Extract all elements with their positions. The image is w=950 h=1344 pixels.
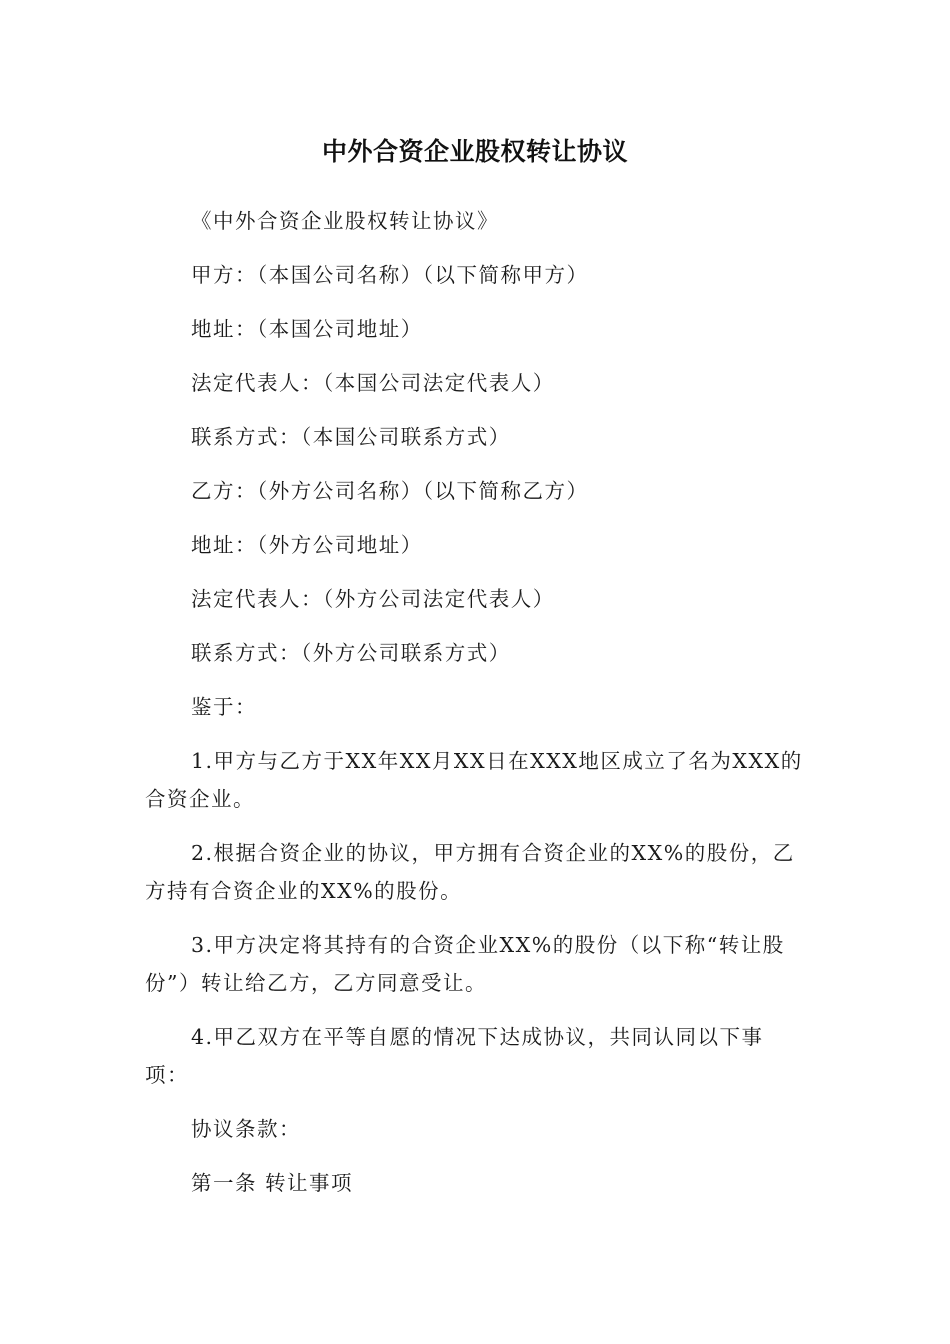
paragraph-recital-2: 2.根据合资企业的协议，甲方拥有合资企业的XX%的股份，乙方持有合资企业的XX%的股份。: [145, 841, 795, 903]
paragraph-party-a-contact: 联系方式：（本国公司联系方式）: [191, 425, 511, 449]
paragraph-recital-4: 4.甲乙双方在平等自愿的情况下达成协议，共同认同以下事项：: [145, 1025, 764, 1087]
paragraph-terms-heading: 协议条款：: [191, 1117, 301, 1141]
paragraph-doc-name: 《中外合资企业股权转让协议》: [191, 209, 499, 233]
paragraph-recital-1: 1.甲方与乙方于XX年XX月XX日在XXX地区成立了名为XXX的合资企业。: [145, 749, 803, 811]
paragraph-party-a-address: 地址：（本国公司地址）: [191, 317, 423, 341]
document-body: [145, 202, 805, 1218]
paragraph-party-a-representative: 法定代表人：（本国公司法定代表人）: [191, 371, 555, 395]
paragraph-party-b: 乙方：（外方公司名称）（以下简称乙方）: [191, 479, 589, 503]
paragraph-whereas: 鉴于：: [191, 695, 257, 719]
document-title: 中外合资企业股权转让协议: [321, 137, 628, 166]
paragraph-article-1: 第一条 转让事项: [191, 1171, 354, 1195]
paragraph-party-a: 甲方：（本国公司名称）（以下简称甲方）: [191, 263, 589, 287]
paragraph-recital-3: 3.甲方决定将其持有的合资企业XX%的股份（以下称“转让股份”）转让给乙方，乙方同意受让。: [145, 933, 785, 995]
paragraph-party-b-representative: 法定代表人：（外方公司法定代表人）: [191, 587, 555, 611]
paragraph-party-b-address: 地址：（外方公司地址）: [191, 533, 423, 557]
paragraph-party-b-contact: 联系方式：（外方公司联系方式）: [191, 641, 511, 665]
